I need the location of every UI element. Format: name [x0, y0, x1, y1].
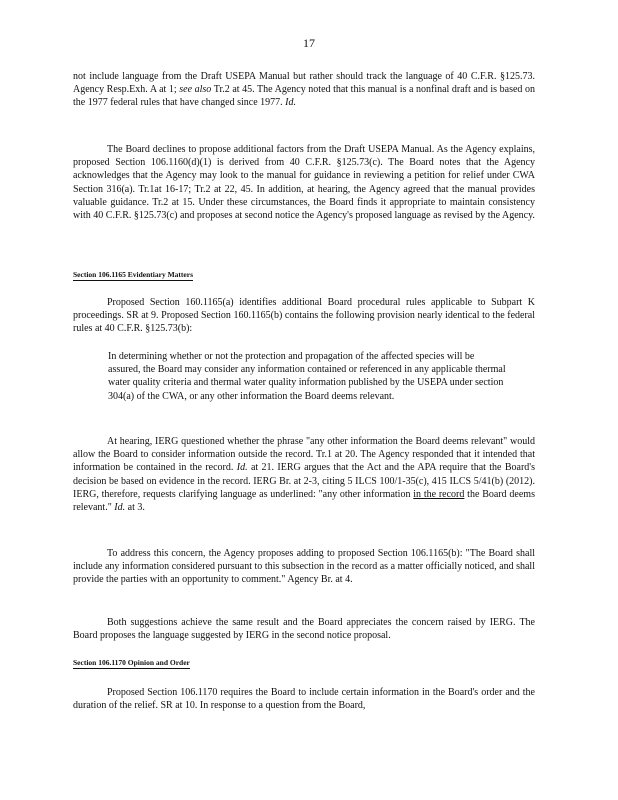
text-run: At hearing, IERG questioned whether the phrase "any other information the Board deems relevant" would allow the Board to consider information outside the record. Tr.1 at 20. The Agency responded that it intended that information be contained in the record. [73, 436, 535, 474]
paragraph-board-declines: The Board declines to propose additional factors from the Draft USEPA Manual. As the Agency explains, proposed Section 106.1160(d)(1) is derived from 40 C.F.R. §125.73(c). The Board notes that the Agency acknowledges that the Agency may look to the manual for guidance in reviewing a petition for relief under CWA Section 316(a). Tr.1at 16-17; Tr.2 at 22, 45. In addition, at hearing, the Agency agreed that the manual provides valuable guidance. Tr.2 at 15. Under these circumstances, the Board finds it appropriate to maintain consistency with 40 C.F.R. §125.73(c) and proposes at second notice the Agency's proposed language as revised by the Agency. [73, 144, 535, 222]
text-run: not include language from the Draft USEPA Manual but rather should track the language of 40 C.F.R. §125.73. Agency Resp.Exh. A at 1; [73, 71, 535, 96]
citation-id: Id. [114, 502, 126, 514]
section-heading-106-1165: Section 106.1165 Evidentiary Matters [73, 270, 193, 279]
paragraph-proposed-section: Proposed Section 160.1165(a) identifies additional Board procedural rules applicable to Subpart K proceedings. SR at 9. Proposed Section 160.1165(b) contains the following provision nearly identical to the federal rules at 40 C.F.R. §125.73(b): [73, 297, 535, 335]
text-run: at 3. [125, 502, 145, 514]
text-run: the Board deems relevant." [73, 488, 535, 514]
citation-id: Id. [236, 462, 248, 474]
text-run: at 21. IERG argues that the Act and the APA require that the Board's decision be based on evidence in the record. IERG Br. at 2-3, citing 5 ILCS 100/1-35(c), 415 ILCS 5/41(b) (2012). IERG, therefore, requests clarifying language as underlined: "any other information [73, 462, 535, 500]
paragraph-continuation [73, 70, 535, 110]
paragraph-opinion-order: Proposed Section 106.1170 requires the Board to include certain information in the Board's order and the duration of the relief. SR at 10. In response to a question from the Board, [73, 687, 535, 712]
paragraph-both-suggestions: Both suggestions achieve the same result and the Board appreciates the concern raised by IERG. The Board proposes the language suggested by IERG in the second notice proposal. [73, 617, 535, 642]
page-number: 17 [303, 36, 315, 50]
block-quote: In determining whether or not the protection and propagation of the affected species will be assured, the Board may consider any information contained or referenced in any applicable thermal water quality criteria and thermal water quality information published by the USEPA under section 304(a) of the CWA, or any other information the Board deems relevant. [108, 351, 506, 402]
paragraph-agency-proposal: To address this concern, the Agency proposes adding to proposed Section 106.1165(b): "The Board shall include any information considered pursuant to this subsection in the record as a matter officially noticed, and shall provide the parties with an opportunity to comment." Agency Br. at 4. [73, 548, 535, 586]
citation-signal: see also [179, 84, 212, 96]
citation-id: Id. [285, 97, 296, 109]
underlined-phrase: in the record [413, 488, 465, 500]
text-run: Tr.2 at 45. The Agency noted that this manual is a nonfinal draft and is based on the 1977 federal rules that have changed since 1977. [73, 84, 536, 109]
section-heading-106-1170: Section 106.1170 Opinion and Order [73, 658, 190, 667]
paragraph-ierg-hearing [73, 435, 535, 514]
